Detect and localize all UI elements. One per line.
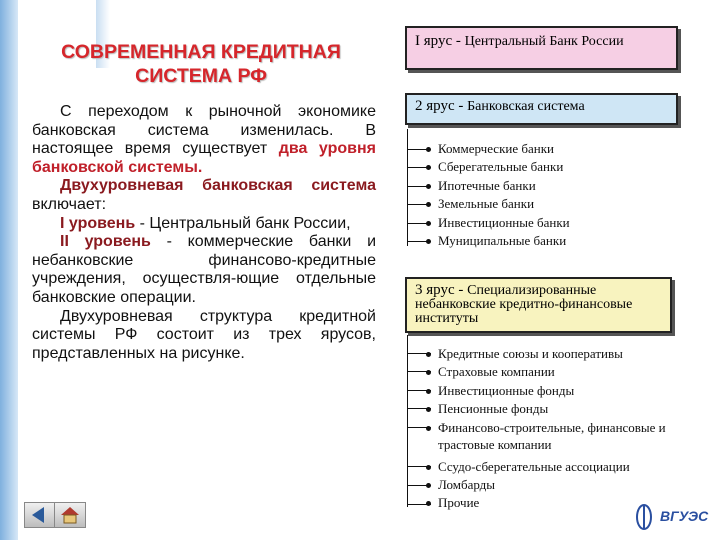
paragraph-3-text: - Центральный банк России, [135,214,351,232]
tier-3-box [405,277,672,333]
tier-3-list [430,345,710,513]
paragraph-2-text: включает: [32,195,107,213]
back-arrow-icon [30,506,50,524]
home-icon [60,506,80,524]
list-item: Инвестиционные банки [430,214,570,232]
paragraph-5: Двухуровневая структура кредитной системы РФ состоит из трех ярусов, представленных на рисунке. [32,307,376,362]
list-item: Ипотечные банки [430,177,570,195]
paragraph-1-highlight: два уровня банковской системы. [32,140,376,176]
tier-3-label: 3 ярус - [415,282,468,298]
list-item: Земельные банки [430,195,570,213]
list-item: Пенсионные фонды [430,400,710,418]
tier-2-list [430,140,570,250]
tier-1-box [405,26,678,70]
tier-3-connector [407,335,408,507]
paragraph-3-highlight: I уровень [60,214,136,232]
list-item: Кредитные союзы и кооперативы [430,345,710,363]
tier-1-text: Центральный Банк России [464,34,624,49]
paragraph-1-text: С переходом к рыночной экономике банковская система изменилась. В настоящее время существует [32,103,376,158]
paragraph-1 [32,103,376,177]
list-item: Страховые компании [430,363,710,381]
list-item: Финансово-строительные, финансовые и трастовые компании [430,419,710,458]
slide-title: СОВРЕМЕННАЯ КРЕДИТНАЯ СИСТЕМА РФ [61,41,341,87]
tier-2-text: Банковская система [467,99,585,114]
paragraph-2-highlight: Двухуровневая банковская система [60,177,376,195]
list-item: Ломбарды [430,476,710,494]
tier-2-label: 2 ярус - [415,98,468,114]
list-item: Ссудо-сберегательные ассоциации [430,458,710,476]
list-item: Прочие [430,494,710,512]
body-text [32,103,376,363]
tier-1-label: I ярус - [415,33,465,49]
list-item: Муниципальные банки [430,232,570,250]
tier-2-connector [407,129,408,246]
home-button[interactable] [54,502,86,528]
list-item: Сберегательные банки [430,158,570,176]
paragraph-4 [32,233,376,307]
paragraph-3 [32,215,376,234]
back-button[interactable] [24,502,56,528]
left-decor-bar [0,0,18,540]
paragraph-4-text: - коммерческие банки и небанковские финансово-кредитные учреждения, осуществля-ющие отдельные банковские операции. [32,233,377,306]
tier-2-box [405,93,678,125]
paragraph-4-highlight: II уровень [60,233,151,251]
list-item: Коммерческие банки [430,140,570,158]
tier-3-text: Специализированные небанковские кредитно-финансовые институты [415,283,633,326]
list-item: Инвестиционные фонды [430,382,710,400]
paragraph-2 [32,177,376,214]
logo-text: ВГУЭС [660,508,709,524]
